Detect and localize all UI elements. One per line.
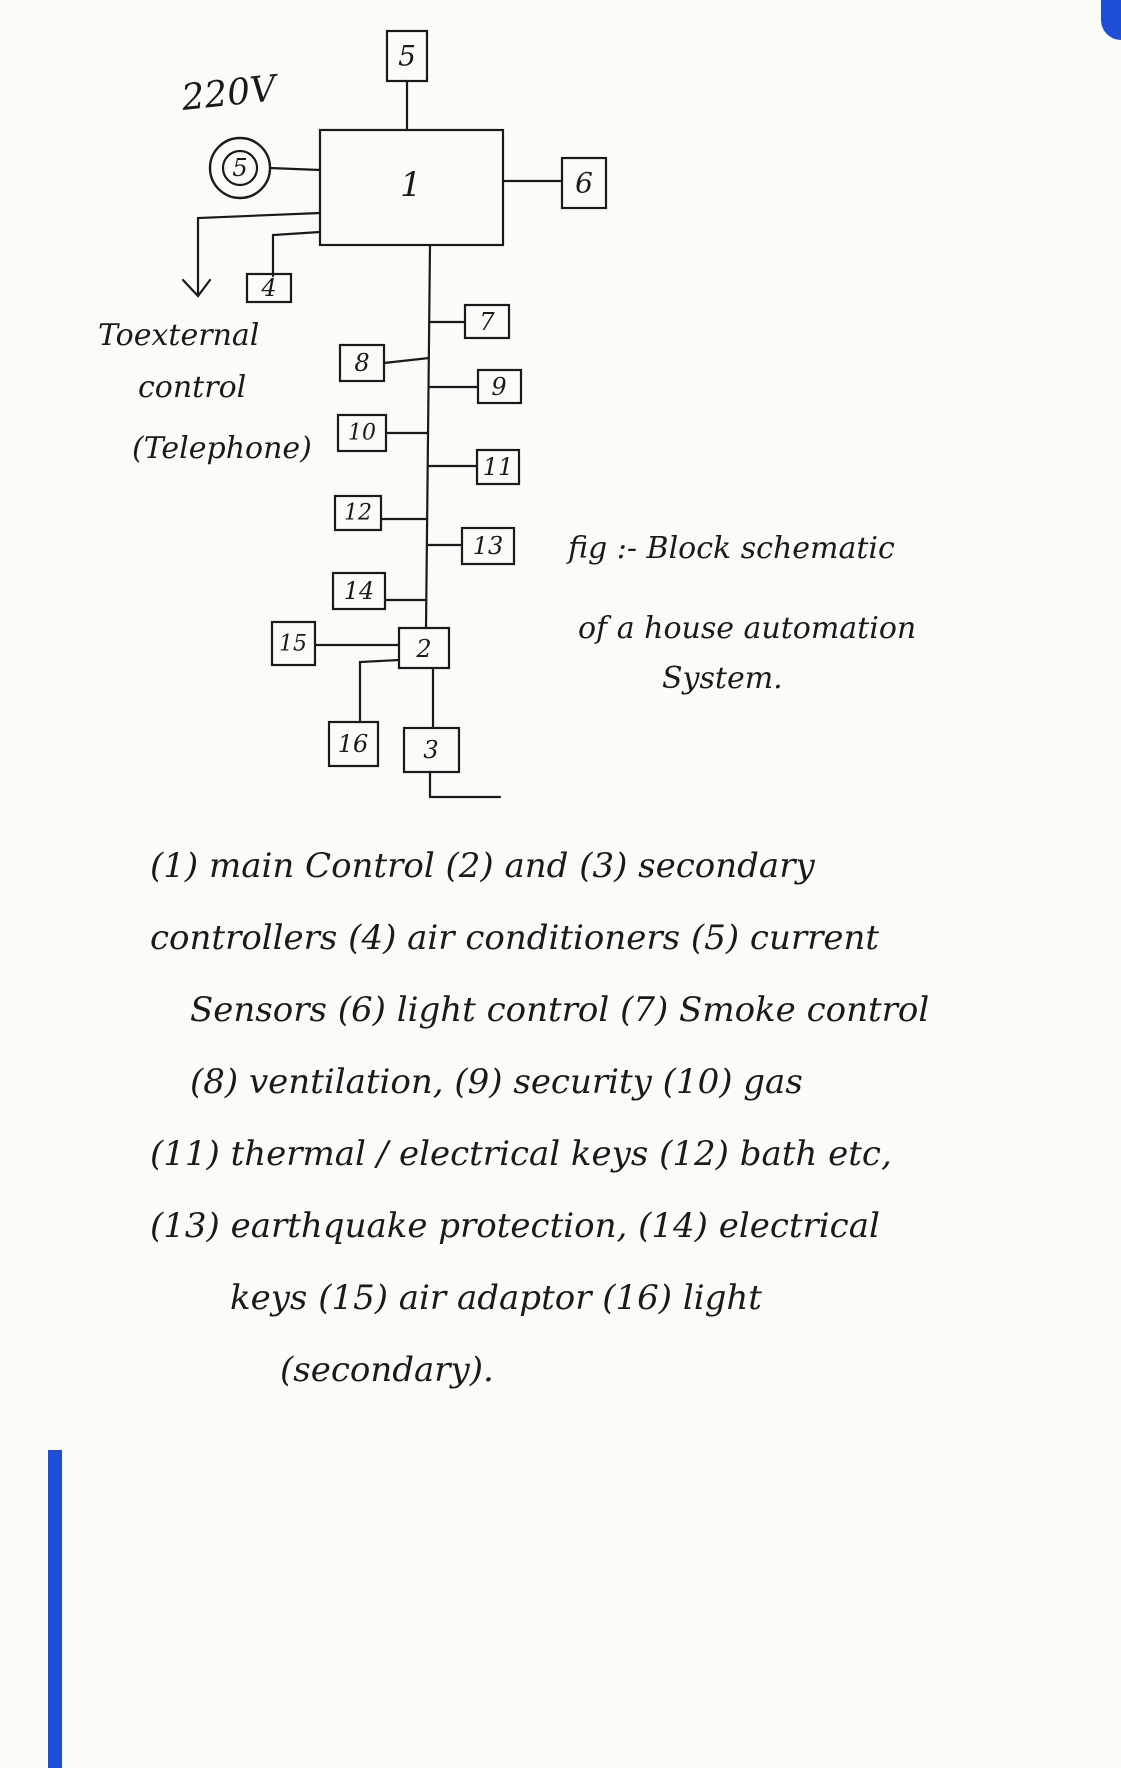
box-earthquake-protection-label: 13	[472, 532, 504, 560]
box-electrical-keys-label: 14	[343, 577, 375, 605]
legend-line-1: (1) main Control (2) and (3) secondary	[150, 846, 815, 886]
caption-line-2: of a house automation	[578, 611, 917, 646]
vertical-bus-wire	[426, 245, 430, 628]
box-smoke-control	[465, 305, 509, 338]
source-to-main-wire	[270, 168, 320, 170]
box-ventilation	[340, 345, 384, 381]
box-light-control-label: 6	[575, 166, 593, 200]
external-control-wire	[198, 213, 320, 293]
box-earthquake-protection	[462, 528, 514, 564]
box-thermal-keys-label: 11	[482, 453, 514, 481]
legend-line-7: keys (15) air adaptor (16) light	[230, 1278, 762, 1318]
box-air-adaptor-label: 15	[279, 631, 307, 657]
box-bath	[335, 496, 381, 530]
external-control-line-3: (Telephone)	[132, 431, 312, 466]
legend-line-3: Sensors (6) light control (7) Smoke control	[190, 990, 930, 1030]
box-4-wire	[273, 232, 320, 276]
caption-line-3: System.	[662, 661, 783, 696]
box-ventilation-label: 8	[354, 349, 370, 377]
box-3-output-wire	[430, 772, 500, 797]
power-source-icon	[210, 138, 270, 198]
box-secondary-controller-3	[404, 728, 459, 772]
caption-line-1: fig :- Block schematic	[568, 531, 895, 566]
legend-line-6: (13) earthquake protection, (14) electrical	[150, 1206, 880, 1246]
legend-line-4: (8) ventilation, (9) security (10) gas	[190, 1062, 803, 1102]
box-secondary-controller-2-label: 2	[416, 635, 432, 663]
box-smoke-control-label: 7	[479, 308, 495, 336]
external-control-line-1: Toexternal	[98, 318, 260, 353]
box-main-control	[320, 130, 503, 245]
box-gas-label: 10	[348, 420, 376, 446]
legend-line-2: controllers (4) air conditioners (5) current	[150, 918, 880, 958]
box-air-conditioners	[247, 274, 291, 302]
box-top-sensor	[387, 31, 427, 81]
legend-line-8: (secondary).	[280, 1350, 494, 1390]
bottom-left-blue-edge	[48, 1450, 62, 1768]
source-number: 5	[232, 154, 248, 182]
box-main-control-label: 1	[400, 165, 422, 205]
external-control-line-2: control	[138, 370, 247, 405]
box-secondary-controller-2	[399, 628, 449, 668]
legend-line-5: (11) thermal / electrical keys (12) bath etc,	[150, 1134, 892, 1174]
box-electrical-keys	[333, 573, 385, 609]
voltage-label: 220V	[179, 68, 279, 119]
block-schematic-diagram	[0, 0, 1121, 830]
box-thermal-keys	[477, 450, 519, 484]
legend	[150, 830, 1050, 1406]
box-security	[478, 370, 521, 403]
branch-8-wire	[384, 358, 429, 363]
branch-16-wire	[360, 660, 399, 722]
box-air-conditioners-label: 4	[261, 274, 277, 302]
box-gas	[338, 415, 386, 451]
box-bath-label: 12	[344, 500, 372, 526]
box-light-secondary	[329, 722, 378, 766]
box-light-secondary-label: 16	[337, 730, 369, 758]
external-control-arrowhead	[183, 280, 210, 296]
box-secondary-controller-3-label: 3	[423, 736, 439, 764]
box-light-control	[562, 158, 606, 208]
box-air-adaptor	[272, 622, 315, 665]
box-top-sensor-label: 5	[398, 39, 416, 73]
box-security-label: 9	[491, 373, 507, 401]
